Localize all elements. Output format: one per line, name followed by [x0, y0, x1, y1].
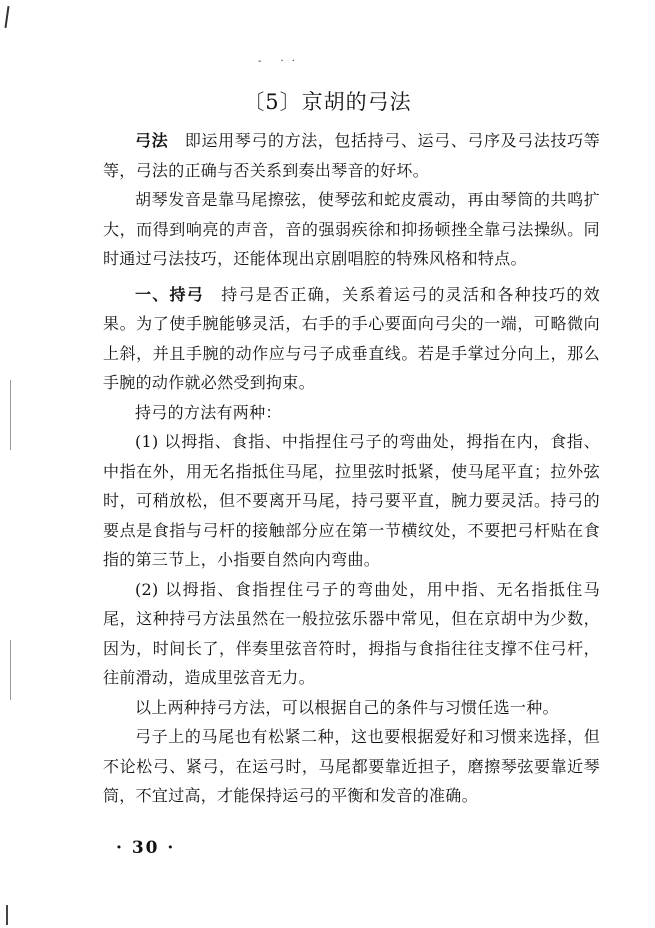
- paragraph-text: (2) 以拇指、食指捏住弓子的弯曲处，用中指、无名指抵住马尾，这种持弓方法虽然在一般拉弦乐器中常见，但在京胡中为少数，因为，时间长了，伴奏里弦音符时，拇指与食指往往支撑不住弓杆，往前滑动，造成里弦音无力。: [103, 579, 600, 687]
- paragraph-text: 胡琴发音是靠马尾擦弦，使琴弦和蛇皮震动，再由琴筒的共鸣扩大，而得到响亮的声音，音的强弱疾徐和抑扬顿挫全靠弓法操纵。同时通过弓法技巧，还能体现出京剧唱腔的特殊风格和特点。: [103, 190, 600, 268]
- paragraph-text: 以上两种持弓方法，可以根据自己的条件与习惯任选一种。: [135, 697, 559, 717]
- paragraph-text: 持弓是否正确，关系着运弓的灵活和各种技巧的效果。为了使手腕能够灵活，右手的手心要面向弓尖的一端，可略微向上斜，并且手腕的动作应与弓子成垂直线。若是手掌过分向上，那么手腕的动作就必然受到拘束。: [103, 284, 600, 392]
- paragraph: [103, 398, 600, 428]
- paragraph: [103, 722, 600, 811]
- page-number: · 30 ·: [116, 838, 176, 858]
- paragraph-text: (1) 以拇指、食指、中指捏住弓子的弯曲处，拇指在内，食指、中指在外，用无名指抵住马尾，拉里弦时抵紧，使马尾平直；拉外弦时，可稍放松，但不要离开马尾，持弓要平直，腕力要灵活。持弓的要点是食指与弓杆的接触部分应在第一节横纹处，不要把弓杆贴在食指的第三节上，小指要自然向内弯曲。: [103, 432, 600, 569]
- paragraph: [103, 693, 600, 723]
- margin-scan-mark: [4, 6, 9, 28]
- paragraph: [103, 185, 600, 274]
- paragraph-text: 即运用琴弓的方法，包括持弓、运弓、弓序及弓法技巧等等，弓法的正确与否关系到奏出琴音的好坏。: [103, 131, 600, 180]
- paragraph: [103, 427, 600, 575]
- paragraph-lead: 一、持弓: [135, 284, 205, 304]
- margin-scan-mark: [6, 905, 8, 925]
- paragraph: [103, 280, 600, 398]
- body-text: [103, 126, 600, 811]
- paragraph: [103, 126, 600, 185]
- paragraph-lead: 弓法: [135, 131, 169, 150]
- margin-scan-mark: [10, 640, 11, 700]
- paragraph: [103, 575, 600, 693]
- top-marks: - ··: [258, 56, 303, 67]
- paragraph-text: 弓子上的马尾也有松紧二种，这也要根据爱好和习惯来选择，但不论松弓、紧弓，在运弓时，马尾都要靠近担子，磨擦琴弦要靠近琴筒，不宜过高，才能保持运弓的平衡和发音的准确。: [103, 727, 600, 805]
- section-title: 〔5〕京胡的弓法: [243, 90, 412, 114]
- margin-scan-mark: [10, 380, 11, 450]
- paragraph-text: 持弓的方法有两种：: [135, 402, 282, 422]
